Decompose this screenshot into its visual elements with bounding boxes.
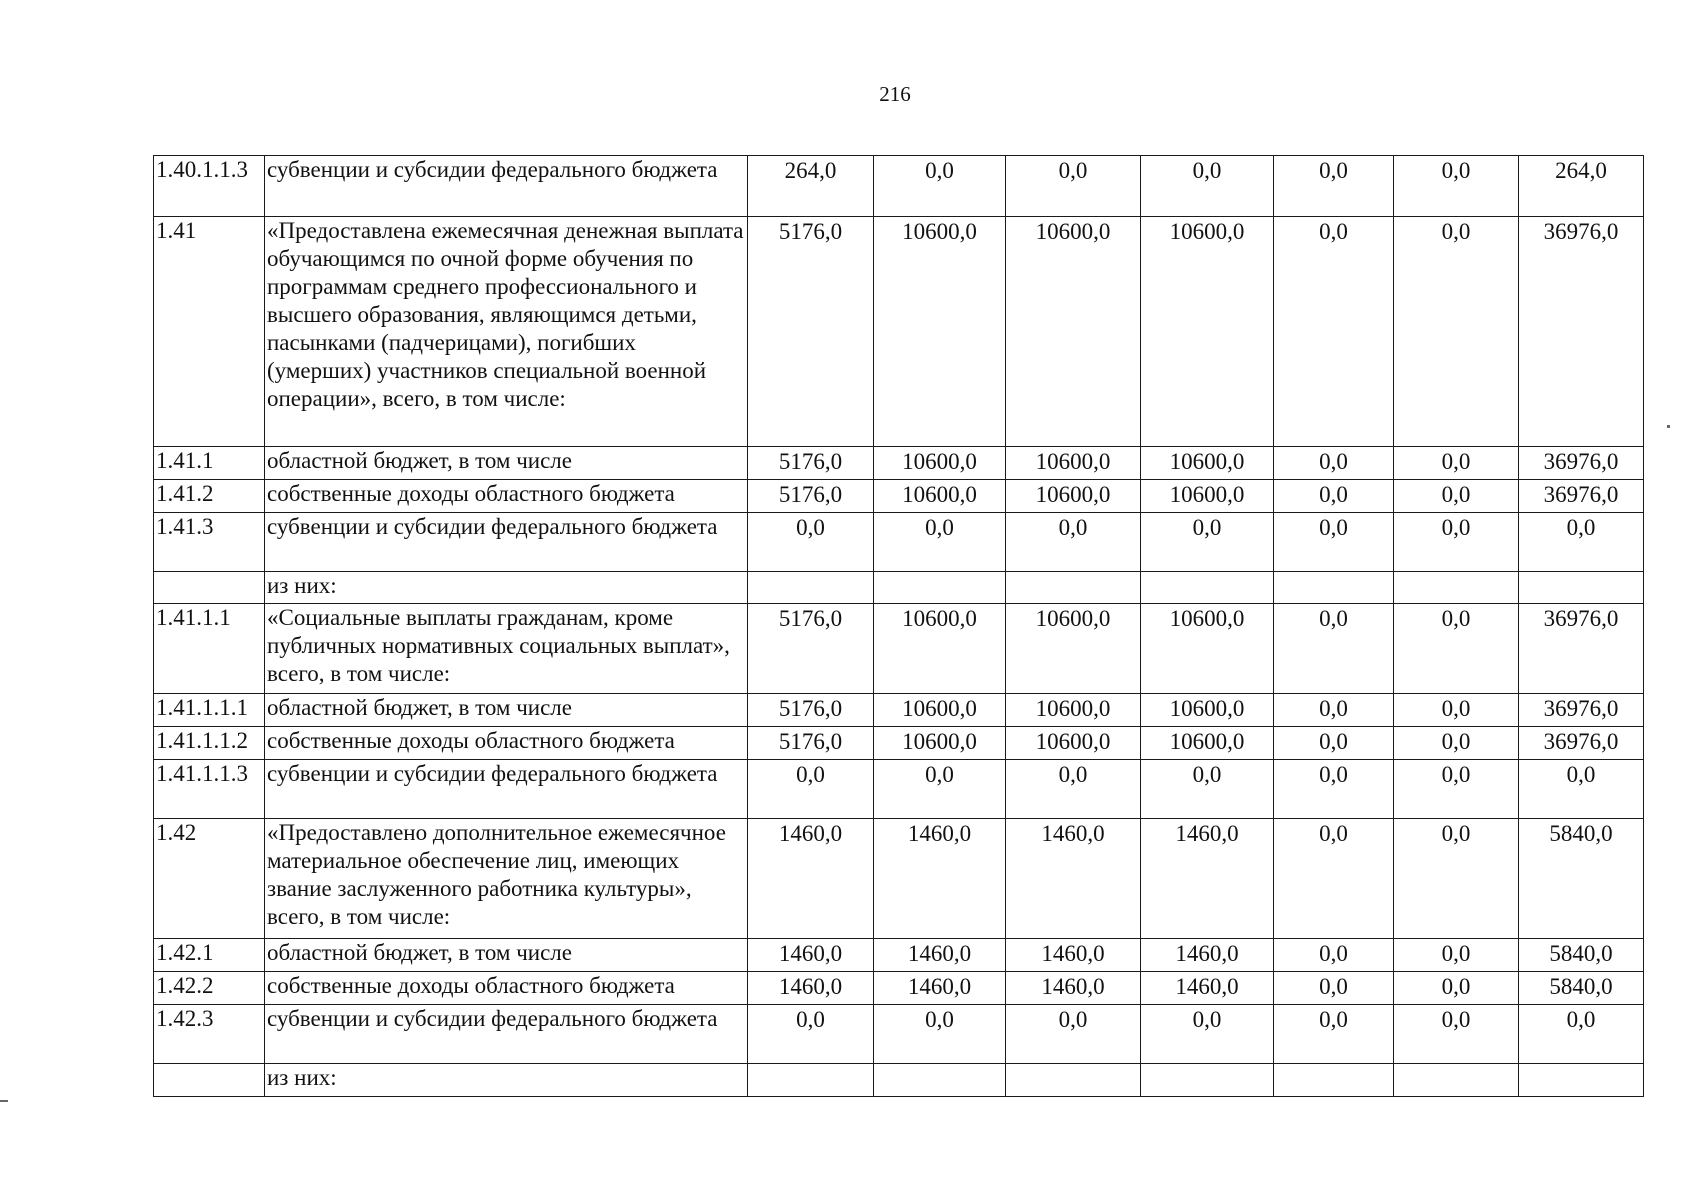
row-name: субвенции и субсидии федерального бюджета [265,513,748,572]
row-value: 1460,0 [748,972,874,1005]
row-code: 1.41.1.1.2 [154,727,265,760]
row-value: 10600,0 [1141,727,1274,760]
row-value: 10600,0 [874,694,1006,727]
row-value [748,1064,874,1097]
row-value: 0,0 [1519,1005,1644,1064]
table-row [154,480,1644,513]
row-code [154,1064,265,1097]
row-name: «Социальные выплаты гражданам, кроме публичных нормативных социальных выплат», всего, в том числе: [265,604,748,694]
row-value: 0,0 [1394,760,1519,819]
row-code: 1.40.1.1.3 [154,156,265,217]
row-value: 0,0 [1394,447,1519,480]
row-value: 1460,0 [1141,819,1274,939]
row-code: 1.42 [154,819,265,939]
row-value: 10600,0 [1141,604,1274,694]
scan-mark [1667,425,1670,428]
row-code: 1.42.3 [154,1005,265,1064]
row-value: 0,0 [1519,760,1644,819]
row-name: областной бюджет, в том числе [265,447,748,480]
row-value: 0,0 [748,513,874,572]
row-value: 10600,0 [1006,604,1141,694]
table-row [154,819,1644,939]
row-value: 36976,0 [1519,447,1644,480]
row-value: 10600,0 [1141,480,1274,513]
table-row [154,217,1644,447]
row-value [1519,1064,1644,1097]
row-value: 10600,0 [874,217,1006,447]
row-value [1141,1064,1274,1097]
row-name: областной бюджет, в том числе [265,694,748,727]
row-value: 0,0 [1394,217,1519,447]
row-value: 10600,0 [874,727,1006,760]
row-value: 0,0 [1274,939,1394,972]
row-value [874,1064,1006,1097]
row-value: 0,0 [1519,513,1644,572]
page-number: 216 [879,82,911,106]
row-value [874,572,1006,604]
row-code: 1.41.1.1 [154,604,265,694]
row-value: 0,0 [874,513,1006,572]
row-value: 1460,0 [1006,939,1141,972]
row-value [1394,572,1519,604]
row-value: 10600,0 [1006,727,1141,760]
row-value: 0,0 [1006,760,1141,819]
row-value: 0,0 [1394,972,1519,1005]
row-value: 1460,0 [874,972,1006,1005]
row-code: 1.41.2 [154,480,265,513]
row-value: 36976,0 [1519,480,1644,513]
row-name: собственные доходы областного бюджета [265,727,748,760]
row-code: 1.42.1 [154,939,265,972]
table-row [154,727,1644,760]
row-value: 0,0 [1394,939,1519,972]
row-value: 0,0 [1006,1005,1141,1064]
table-row [154,694,1644,727]
row-value: 5840,0 [1519,939,1644,972]
row-value: 10600,0 [1006,217,1141,447]
row-value [1006,1064,1141,1097]
row-value: 0,0 [748,760,874,819]
row-value: 0,0 [1394,819,1519,939]
row-value: 0,0 [748,1005,874,1064]
row-value: 0,0 [1274,217,1394,447]
row-value: 1460,0 [874,819,1006,939]
row-value: 0,0 [874,1005,1006,1064]
row-name: собственные доходы областного бюджета [265,972,748,1005]
row-value [1394,1064,1519,1097]
row-value: 0,0 [1274,972,1394,1005]
row-value: 1460,0 [1141,972,1274,1005]
row-value [1141,572,1274,604]
budget-table [153,155,1644,1097]
row-value: 5176,0 [748,694,874,727]
row-value: 10600,0 [1006,447,1141,480]
row-value: 0,0 [1274,1005,1394,1064]
row-name: «Предоставлено дополнительное ежемесячное материальное обеспечение лиц, имеющих звание заслуженного работника культуры», всего, в том числе: [265,819,748,939]
table-row [154,604,1644,694]
row-name: из них: [265,1064,748,1097]
row-value: 0,0 [1274,513,1394,572]
row-value: 0,0 [1274,727,1394,760]
row-name: субвенции и субсидии федерального бюджета [265,156,748,217]
row-value: 0,0 [874,156,1006,217]
row-value: 1460,0 [748,939,874,972]
row-value: 5176,0 [748,480,874,513]
table-row [154,972,1644,1005]
row-value: 0,0 [1394,513,1519,572]
row-value: 0,0 [1274,156,1394,217]
row-code: 1.41.1.1.1 [154,694,265,727]
row-value: 5840,0 [1519,972,1644,1005]
table-row [154,513,1644,572]
row-value: 0,0 [1274,447,1394,480]
row-value [748,572,874,604]
row-value: 36976,0 [1519,694,1644,727]
row-code: 1.41.3 [154,513,265,572]
row-value: 10600,0 [1006,480,1141,513]
row-code: 1.41.1.1.3 [154,760,265,819]
table-row [154,572,1644,604]
row-value: 5176,0 [748,727,874,760]
row-name: областной бюджет, в том числе [265,939,748,972]
row-value: 0,0 [1394,480,1519,513]
row-value [1274,572,1394,604]
table-row [154,939,1644,972]
row-code: 1.41 [154,217,265,447]
table-row [154,447,1644,480]
row-value: 5176,0 [748,447,874,480]
row-value: 10600,0 [874,480,1006,513]
row-value: 0,0 [1394,727,1519,760]
row-value: 1460,0 [1141,939,1274,972]
row-value: 264,0 [748,156,874,217]
row-value: 0,0 [1394,604,1519,694]
row-value: 0,0 [1274,819,1394,939]
table-row [154,760,1644,819]
row-value [1006,572,1141,604]
row-value: 10600,0 [874,604,1006,694]
row-value: 5176,0 [748,217,874,447]
row-value: 10600,0 [1141,217,1274,447]
row-value [1519,572,1644,604]
row-value [1274,1064,1394,1097]
row-name: собственные доходы областного бюджета [265,480,748,513]
row-name: из них: [265,572,748,604]
row-value: 0,0 [1141,513,1274,572]
row-value: 10600,0 [1006,694,1141,727]
row-value: 0,0 [1394,694,1519,727]
row-value: 0,0 [1006,513,1141,572]
table-row [154,156,1644,217]
row-name: субвенции и субсидии федерального бюджета [265,1005,748,1064]
row-value: 1460,0 [1006,819,1141,939]
row-value: 0,0 [1274,760,1394,819]
row-value: 5176,0 [748,604,874,694]
table-row [154,1064,1644,1097]
row-value: 0,0 [1274,604,1394,694]
row-value: 0,0 [1394,156,1519,217]
row-code: 1.41.1 [154,447,265,480]
row-code [154,572,265,604]
row-value: 1460,0 [748,819,874,939]
row-value: 1460,0 [1006,972,1141,1005]
row-code: 1.42.2 [154,972,265,1005]
row-value: 36976,0 [1519,727,1644,760]
row-value: 0,0 [1006,156,1141,217]
row-value: 10600,0 [874,447,1006,480]
row-value: 10600,0 [1141,447,1274,480]
row-value: 0,0 [1274,694,1394,727]
table-body [154,156,1644,1097]
row-value: 0,0 [1274,480,1394,513]
row-value: 1460,0 [874,939,1006,972]
scan-mark [0,1100,8,1102]
row-value: 0,0 [1141,760,1274,819]
row-value: 36976,0 [1519,217,1644,447]
row-name: «Предоставлена ежемесячная денежная выплата обучающимся по очной форме обучения по программам среднего профессионального и высшего образования, являющимся детьми, пасынками (падчерицами), погибших (умерших) участников специальной военной операции», всего, в том числе: [265,217,748,447]
row-value: 0,0 [874,760,1006,819]
table-row [154,1005,1644,1064]
row-value: 5840,0 [1519,819,1644,939]
row-value: 264,0 [1519,156,1644,217]
row-value: 0,0 [1141,156,1274,217]
row-name: субвенции и субсидии федерального бюджета [265,760,748,819]
row-value: 10600,0 [1141,694,1274,727]
row-value: 0,0 [1394,1005,1519,1064]
row-value: 0,0 [1141,1005,1274,1064]
row-value: 36976,0 [1519,604,1644,694]
